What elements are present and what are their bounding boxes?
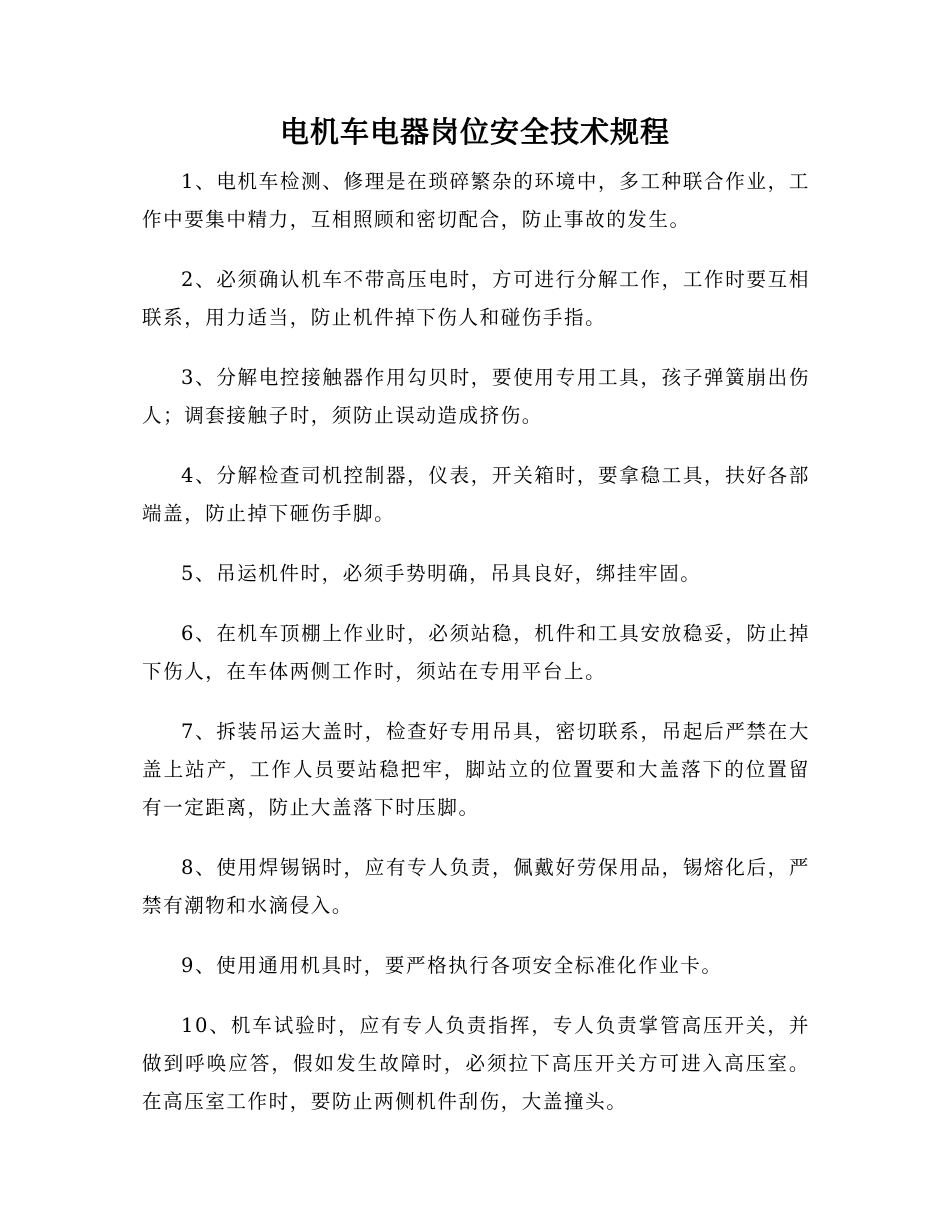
paragraph-10: 10、机车试验时，应有专人负责指挥，专人负责掌管高压开关，并做到呼唤应答，假如发生故障时，必须拉下高压开关方可进入高压室。在高压室工作时，要防止两侧机件刮伤，大盖撞头。 (142, 1014, 810, 1113)
paragraph-8: 8、使用焊锡锅时，应有专人负责，佩戴好劳保用品，锡熔化后，严禁有潮物和水滴侵入。 (142, 856, 810, 917)
document-body (142, 163, 810, 1143)
paragraph-4: 4、分解检查司机控制器，仪表，开关箱时，要拿稳工具，扶好各部端盖，防止掉下砸伤手脚。 (142, 464, 810, 525)
paragraph-9: 9、使用通用机具时，要严格执行各项安全标准化作业卡。 (181, 954, 723, 977)
paragraph-6: 6、在机车顶棚上作业时，必须站稳，机件和工具安放稳妥，防止掉下伤人，在车体两侧工作时，须站在专用平台上。 (142, 622, 810, 683)
paragraph-7: 7、拆装吊运大盖时，检查好专用吊具，密切联系，吊起后严禁在大盖上站产，工作人员要站稳把牢，脚站立的位置要和大盖落下的位置留有一定距离，防止大盖落下时压脚。 (142, 720, 810, 819)
document-title: 电机车电器岗位安全技术规程 (279, 115, 670, 149)
paragraph-2: 2、必须确认机车不带高压电时，方可进行分解工作，工作时要互相联系，用力适当，防止机件掉下伤人和碰伤手指。 (142, 268, 810, 329)
paragraph-5: 5、吊运机件时，必须手势明确，吊具良好，绑挂牢固。 (181, 562, 702, 585)
paragraph-1: 1、电机车检测、修理是在琐碎繁杂的环境中，多工种联合作业，工作中要集中精力，互相照顾和密切配合，防止事故的发生。 (142, 170, 810, 231)
paragraph-3: 3、分解电控接触器作用勾贝时，要使用专用工具，孩子弹簧崩出伤人；调套接触子时，须防止误动造成挤伤。 (142, 366, 810, 427)
